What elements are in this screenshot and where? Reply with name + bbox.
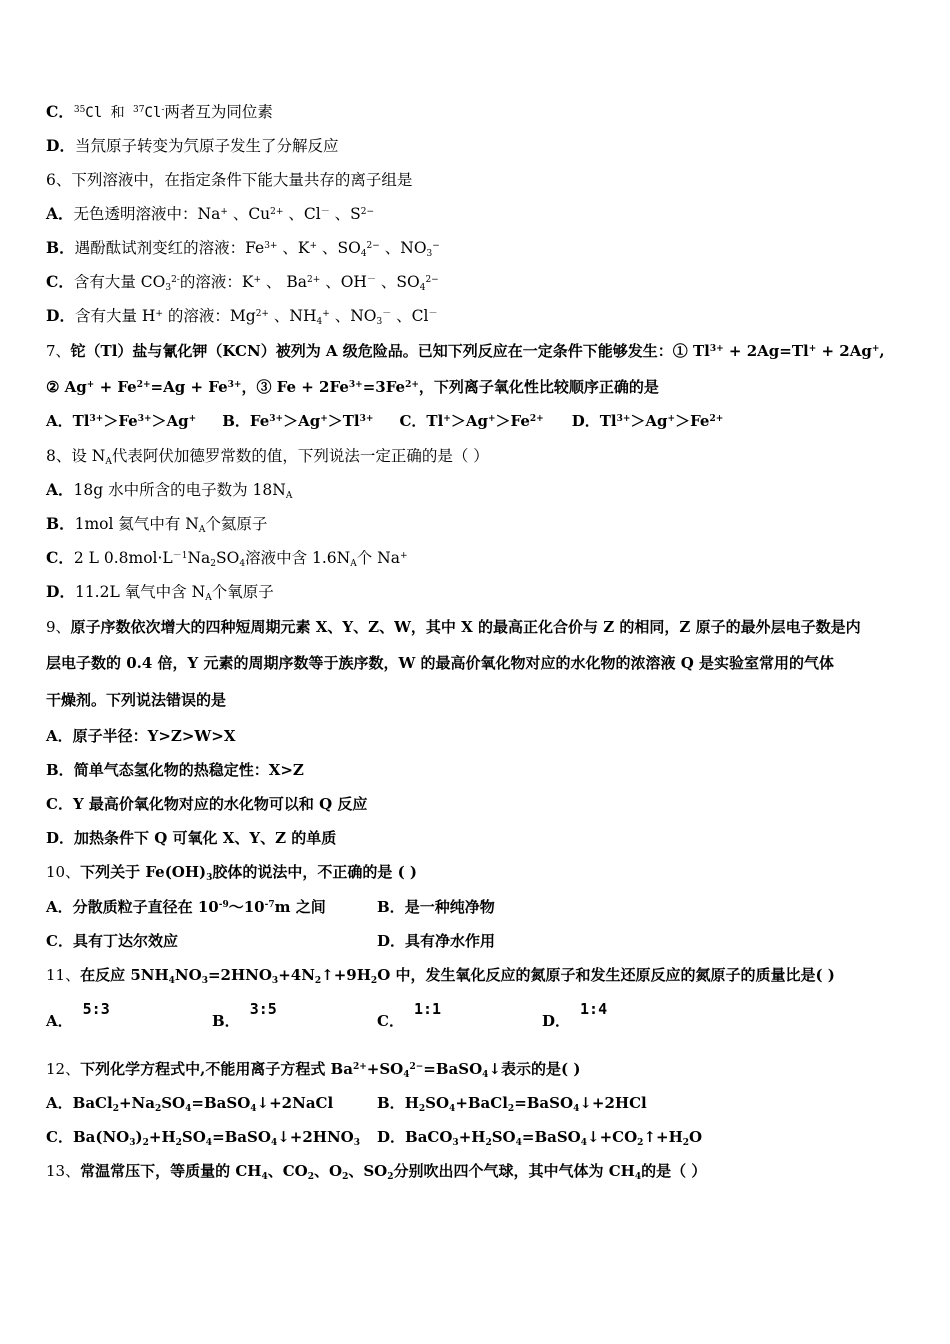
question-number: 8、 [46,447,72,465]
charge: 2+ [352,1062,367,1072]
charge: 2− [409,1062,424,1072]
subscript: 2 [175,1138,182,1148]
charge: 2+ [255,309,269,319]
option-value: 1:4 [580,1000,608,1018]
option-label: A． [46,1012,73,1030]
option-text: ～10 [228,898,265,916]
question-number: 11、 [46,966,81,984]
question-text: 原子序数依次增大的四种短周期元素 X、Y、Z、W，其中 X 的最高正化合价与 Z 的相同，Z 原子的最外层电子数是内 [70,618,861,636]
option-text: SO [216,549,240,567]
question-text: 胶体的说法中，不正确的是 ( ) [212,863,418,881]
option-text: 18g 水中所含的电子数为 18N [73,481,286,499]
q10-option-a [46,896,326,918]
question-text: +4N [278,966,315,984]
charge: + [86,380,95,390]
option-text: 当氘原子转变为氕原子发生了分解反应 [74,137,339,155]
option-value: 1:1 [413,1000,442,1018]
question-text: 、O [313,1162,343,1180]
subscript: 3 [376,317,383,327]
option-text: =BaSO [514,1094,574,1112]
q12-option-b [377,1092,647,1114]
charge: 2+ [270,207,284,217]
question-6 [46,169,412,191]
question-text: 下列关于 Fe(OH) [80,863,207,881]
q8-option-a [46,479,292,501]
subscript: 4 [205,1138,213,1148]
charge: 3+ [269,414,284,424]
question-number: 13、 [46,1162,81,1180]
question-text: 铊（Tl）盐与氰化钾（KCN）被列为 A 级危险品。已知下列反应在一定条件下能够发生：① Tl [70,342,710,360]
subscript: 2 [507,1104,515,1114]
option-text: H [404,1094,419,1112]
subscript: 4 [185,1104,192,1114]
option-text: 、NH [268,307,317,325]
question-text: =BaSO [423,1060,483,1078]
subscript: 3 [452,1138,459,1148]
subscript: 4 [419,283,426,293]
option-label: C． [46,272,74,291]
q9-option-a [46,725,236,747]
charge: 3+ [348,380,363,390]
question-10 [46,861,417,883]
q11-option-d [542,1000,608,1032]
option-text: ↑+H [643,1128,683,1146]
question-number: 6、 [46,171,72,189]
charge: - [161,105,165,115]
charge: + [871,344,880,354]
option-text: ↓+2HCl [579,1094,647,1112]
option-text: 1mol 氦气中有 N [74,515,199,533]
question-text: 下列溶液中，在指定条件下能大量共存的离子组是 [71,171,413,189]
q12-option-a [46,1092,333,1114]
charge: + [155,309,163,319]
q9-option-d [46,827,336,849]
option-label: A． [46,204,74,223]
option-text: 、S [329,205,361,223]
q8-option-d [46,581,274,603]
option-label: C． [46,1128,73,1146]
q6-option-d [46,305,437,327]
subscript: 4 [261,1172,268,1182]
option-text: 分散质粒子直径在 10 [72,898,219,916]
q6-option-c [46,271,439,293]
question-text: 、SO [348,1162,388,1180]
option-text: SO [161,1094,186,1112]
option-text: BaCl [72,1094,113,1112]
subscript: 2 [307,1172,314,1182]
charge: － [366,275,376,285]
subscript: 2 [370,976,378,986]
charge: 2− [360,207,375,217]
option-label: D． [46,306,75,325]
subscript: 2 [418,1104,426,1114]
q7-option-b [222,412,373,430]
option-text: 个氦原子 [205,515,268,533]
option-text: Tl [426,412,444,430]
question-text: ↑+9H [321,966,371,984]
option-label: A． [46,412,73,430]
charge: 3+ [709,344,724,354]
option-text: m 之间 [274,898,326,916]
charge: 3+ [89,414,104,424]
charge: + [808,344,817,354]
subscript: 3 [353,1138,360,1148]
option-text: 2 L 0.8mol·L [73,549,173,567]
option-label: D． [377,932,406,950]
question-13 [46,1160,706,1182]
option-text: SO [181,1128,206,1146]
subscript: 4 [573,1104,580,1114]
option-text: ↓+2HNO [277,1128,354,1146]
subscript: 2 [210,559,216,569]
subscript: 2 [485,1138,492,1148]
question-text: ，下列离子氧化性比较顺序正确的是 [418,378,659,396]
option-text: 、SO [375,273,420,291]
q12-option-d [377,1126,702,1148]
option-label: A． [46,898,73,916]
option-label: B． [222,412,250,430]
option-text: 溶液中含 1.6N [245,549,351,567]
charge: + [253,275,261,285]
question-text: 设 N [71,447,106,465]
option-text: ＞Ag [283,412,321,430]
option-text: 具有净水作用 [405,932,496,950]
question-text: 的是（ ） [641,1162,707,1180]
option-text: ＞Fe [103,412,138,430]
option-label: B． [46,238,75,257]
question-text: + 2Ag=Tl [723,342,809,360]
option-text: 是一种纯净物 [404,898,495,916]
option-text: Cl 和 [85,105,134,121]
q11-option-a [46,1000,110,1032]
option-label: C． [46,932,73,950]
option-value: 5:3 [82,1000,110,1018]
subscript: 2 [142,1138,149,1148]
option-text: Cl [144,105,162,121]
question-text: + 2Ag [816,342,872,360]
question-text: + Fe [94,378,137,396]
subscript: A [198,525,206,535]
option-text: 简单气态氢化物的热稳定性：X>Z [73,761,304,779]
option-text: Ba(NO [72,1128,130,1146]
mass-number: 35 [73,105,86,115]
option-text: 、NO [329,307,377,325]
charge: － [428,309,438,319]
option-text: BaCO [405,1128,453,1146]
question-number: 10、 [46,863,81,881]
option-text: ＞Ag [151,412,189,430]
option-text: ＞Tl [327,412,360,430]
option-text: =BaSO [521,1128,581,1146]
option-text: 、SO [317,239,361,257]
question-8 [46,445,489,467]
question-text: , [879,342,885,360]
subscript: 2 [682,1138,690,1148]
subscript: 3 [129,1138,136,1148]
question-9-line-1 [46,616,861,638]
superscript: -7 [264,900,275,910]
question-text: 代表阿伏加德罗常数的值，下列说法一定正确的是（ ） [111,447,489,465]
charge: + [443,414,451,424]
charge: 2+ [307,275,321,285]
option-label: D． [46,829,75,847]
option-text: SO [491,1128,516,1146]
option-text: 含有大量 H [74,307,156,325]
charge: 2+ [405,380,419,390]
subscript: 4 [316,317,323,327]
question-7-line-1 [46,340,885,362]
option-text: 的溶液：K [179,273,254,291]
option-text: =BaSO [191,1094,251,1112]
subscript: 2 [314,976,322,986]
q10-option-c [46,930,178,952]
question-text: ② Ag [46,378,87,396]
option-text: +BaCl [455,1094,508,1112]
option-label: B． [212,1012,240,1030]
subscript: 3 [426,249,433,259]
option-label: D． [46,136,75,155]
subscript: A [105,457,112,467]
question-text: 层电子数的 0.4 倍，Y 元素的周期序数等于族序数，W 的最高价氧化物对应的水化物的浓溶液 Q 是实验室常用的气体 [46,654,835,672]
question-text: ↓表示的是( ) [488,1060,581,1078]
question-text: =3Fe [362,378,406,396]
question-text: +SO [366,1060,404,1078]
charge: 2+ [709,414,724,424]
question-text: =2HNO [207,966,272,984]
option-label: B． [377,898,405,916]
charge: + [309,241,318,251]
option-text: ＞Fe [675,412,710,430]
option-text: 、 Ba [261,273,307,291]
option-text: 遇酚酞试剂变红的溶液：Fe [74,239,265,257]
question-text: O 中，发生氧化反应的氮原子和发生还原反应的氮原子的质量比是( ) [377,966,835,984]
option-label: A． [46,480,74,499]
option-label: A． [46,727,73,745]
q7-option-a [46,412,196,430]
option-text: 、Cu [227,205,271,223]
subscript: 2 [387,1172,394,1182]
option-text: Y 最高价氧化物对应的水化物可以和 Q 反应 [72,795,368,813]
subscript: 4 [580,1138,588,1148]
charge: 3+ [227,380,242,390]
charge: − [432,241,440,251]
charge: + [399,551,408,561]
option-text: ＞Ag [630,412,668,430]
question-7-options [46,410,723,432]
charge: 3+ [264,241,278,251]
option-text: 、Cl [391,307,429,325]
option-label: D． [571,412,600,430]
q9-option-c [46,793,367,815]
option-text: 的溶液：Mg [162,307,256,325]
subscript: 4 [515,1138,522,1148]
subscript: 3 [271,976,279,986]
option-text: +Na [118,1094,155,1112]
subscript: A [350,559,357,569]
option-text: 个 Na [356,549,400,567]
subscript: 4 [239,559,246,569]
option-text: O [689,1128,703,1146]
mass-number: 37 [133,105,145,115]
subscript: A [285,491,293,501]
charge: 3+ [616,414,631,424]
subscript: A [205,593,212,603]
option-label: D． [377,1128,406,1146]
option-text: 、Cl [283,205,321,223]
option-label: D． [542,1012,571,1030]
superscript: -9 [218,900,229,910]
charge: － [320,207,330,217]
q11-option-c [377,1000,442,1032]
option-label: B． [46,514,75,533]
subscript: 4 [360,249,367,259]
option-label: C． [399,412,427,430]
subscript: 4 [403,1070,410,1080]
option-label: C． [46,102,74,121]
subscript: 4 [449,1104,456,1114]
question-9-line-2 [46,652,834,674]
option-text: SO [425,1094,450,1112]
question-text: 分别吹出四个气球，其中气体为 CH [393,1162,635,1180]
q6-option-a [46,203,374,225]
option-text: 、K [277,239,310,257]
q9-option-b [46,759,304,781]
q8-option-b [46,513,267,535]
question-number: 7、 [46,342,71,360]
charge: 2− [366,241,380,251]
q6-option-b [46,237,440,259]
q7-option-c [399,412,543,430]
option-text: 11.2L 氧气中含 N [74,583,206,601]
subscript: 2 [112,1104,119,1114]
option-text: ↓+CO [587,1128,638,1146]
question-text: 、CO [267,1162,308,1180]
q10-option-b [377,896,495,918]
option-text: 、NO [379,239,427,257]
question-text: 下列化学方程式中,不能用离子方程式 Ba [80,1060,353,1078]
option-text: ＞Fe [495,412,530,430]
option-text: ) [135,1128,143,1146]
option-text: 加热条件下 Q 可氧化 X、Y、Z 的单质 [74,829,337,847]
option-label: C． [46,795,73,813]
q8-option-c [46,547,407,569]
charge: 3+ [137,414,152,424]
charge: + [322,309,330,319]
question-11 [46,964,835,986]
charge: － [382,309,392,319]
option-text: =BaSO [212,1128,271,1146]
option-c-isotopes [46,101,273,124]
question-text: =Ag + Fe [150,378,228,396]
option-text: 具有丁达尔效应 [72,932,178,950]
option-label: C． [377,1012,404,1030]
charge: + [220,207,228,217]
q11-option-b [212,1000,277,1032]
option-text: 个氧原子 [211,583,274,601]
option-label: D． [46,582,75,601]
option-value: 3:5 [249,1000,277,1018]
q7-option-d [572,412,724,430]
option-text: 两者互为同位素 [164,103,273,121]
option-label: B． [377,1094,405,1112]
option-label: A． [46,1094,73,1112]
option-text: ↓+2NaCl [256,1094,334,1112]
option-text: Fe [249,412,270,430]
option-text: Tl [72,412,90,430]
subscript: 2 [342,1172,349,1182]
question-text: 在反应 5NH [80,966,169,984]
question-text: 干燥剂。下列说法错误的是 [46,691,227,709]
question-number: 12、 [46,1060,81,1078]
option-text: Tl [599,412,617,430]
q10-option-d [377,930,495,952]
charge: 3+ [359,414,374,424]
subscript: 4 [168,976,175,986]
charge: 2- [171,275,180,285]
option-text: 、OH [320,273,367,291]
question-12 [46,1058,580,1080]
subscript: 2 [154,1104,162,1114]
question-7-line-2 [46,376,659,398]
charge: + [320,414,328,424]
charge: + [188,414,197,424]
question-text: NO [174,966,202,984]
question-text: ，③ Fe + 2Fe [241,378,349,396]
option-text: Na [187,549,211,567]
subscript: 4 [270,1138,278,1148]
charge: 2+ [529,414,544,424]
subscript: 3 [206,873,213,883]
option-text: 原子半径：Y>Z>W>X [72,727,236,745]
option-text: 无色透明溶液中：Na [73,205,221,223]
charge: + [487,414,496,424]
option-text: ＞Ag [450,412,488,430]
option-d-deuterium [46,135,338,157]
q12-option-c [46,1126,360,1148]
question-text: 常温常压下，等质量的 CH [80,1162,262,1180]
subscript: 2 [637,1138,644,1148]
subscript: 4 [250,1104,257,1114]
question-9-line-3 [46,689,226,711]
option-text: 含有大量 CO [73,273,166,291]
charge: 2+ [136,380,151,390]
subscript: 3 [201,976,208,986]
charge: + [667,414,676,424]
subscript: 4 [482,1070,489,1080]
charge: 2− [425,275,439,285]
question-number: 9、 [46,618,71,636]
option-text: +H [148,1128,176,1146]
subscript: 4 [634,1172,642,1182]
option-text: +H [458,1128,486,1146]
subscript: 3 [165,283,172,293]
superscript: －1 [172,551,188,561]
option-label: B． [46,761,74,779]
option-label: C． [46,548,74,567]
